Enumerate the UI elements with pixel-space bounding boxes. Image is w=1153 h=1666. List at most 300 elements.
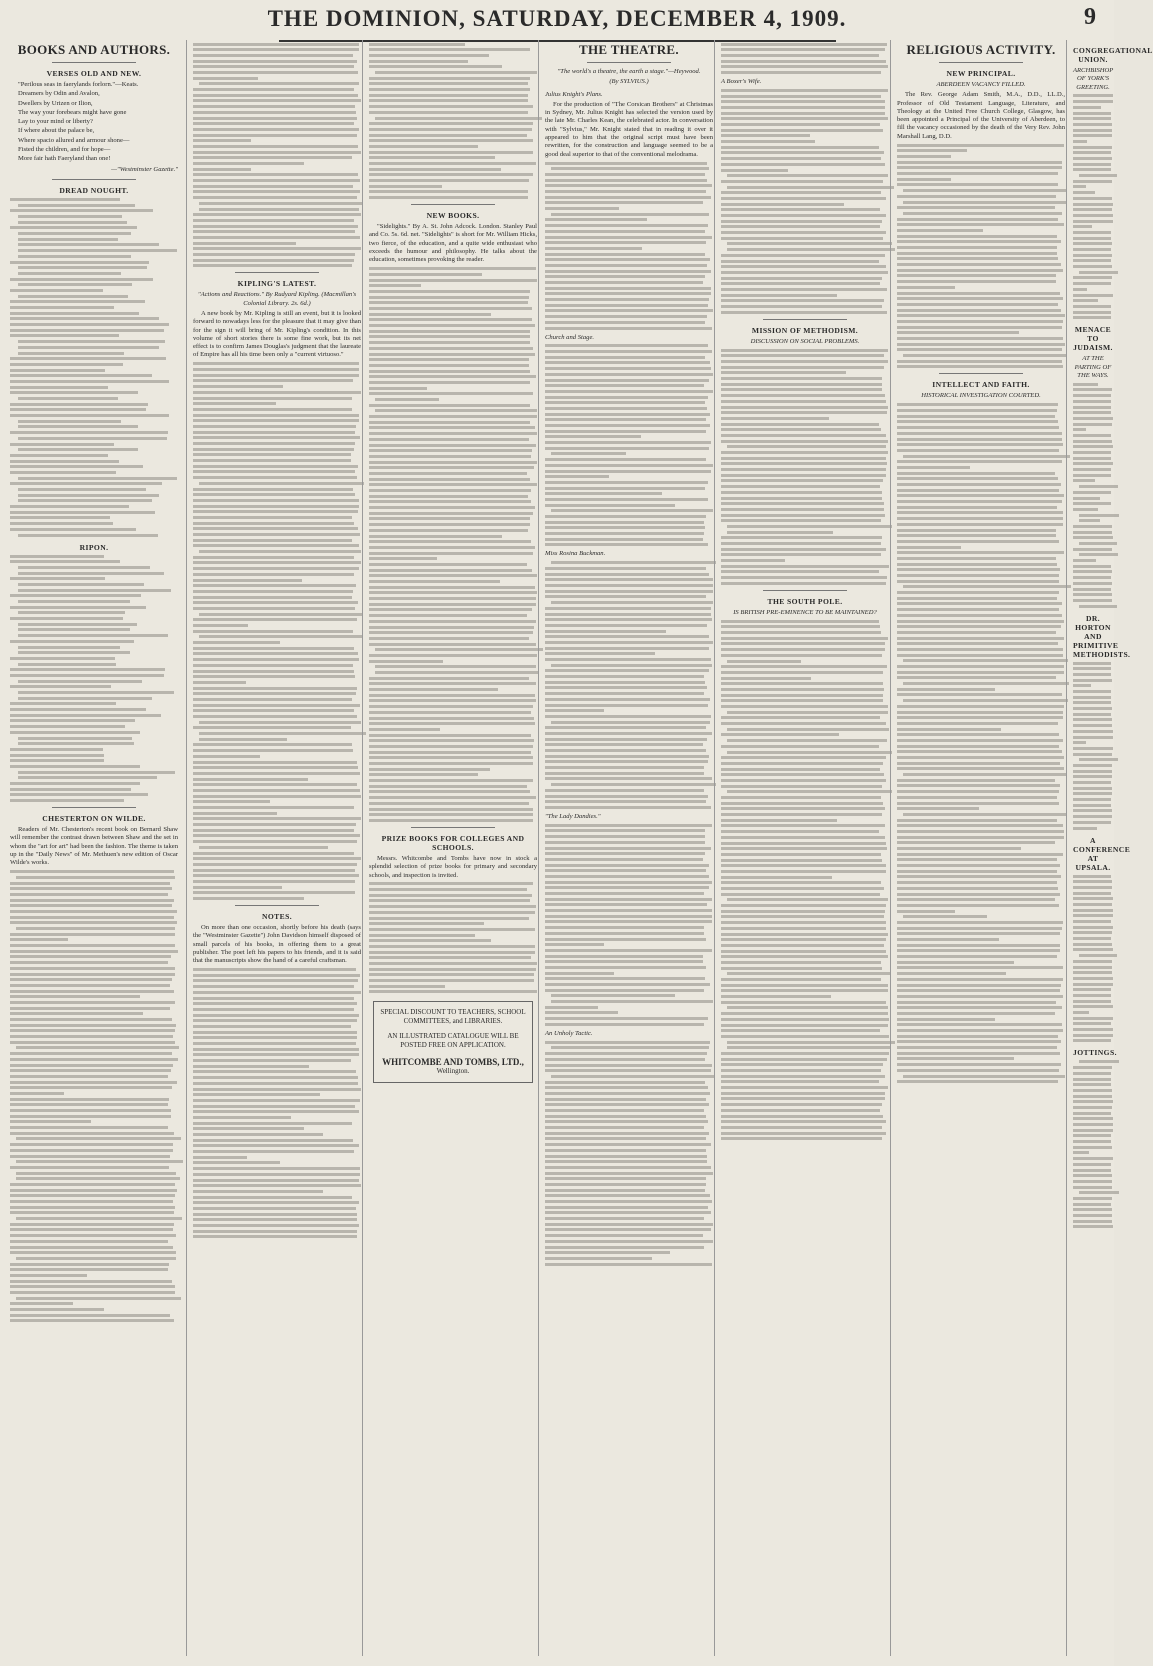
- text-line: [551, 213, 709, 216]
- text-line: [10, 334, 119, 337]
- text-line: [1073, 809, 1112, 812]
- text-line: [369, 77, 530, 80]
- poem-line: Dwellers by Urizen or Ilion,: [18, 99, 93, 107]
- text-line: [897, 864, 1060, 867]
- text-line: [897, 195, 1056, 198]
- text-line: [10, 759, 104, 762]
- text-line: [1073, 770, 1112, 773]
- divider: [939, 62, 1023, 63]
- text-line: [10, 261, 149, 264]
- text-line: [369, 569, 532, 572]
- text-line: [721, 853, 881, 856]
- text-line: [897, 309, 1061, 312]
- text-line: [727, 1046, 890, 1049]
- theatre-subhead: "The Lady Dandies.": [545, 812, 601, 820]
- text-line: [545, 1228, 711, 1231]
- text-line: [897, 722, 1058, 725]
- books-section-title: BOOKS AND AUTHORS.: [17, 42, 171, 57]
- text-line: [545, 669, 709, 672]
- text-line: [721, 582, 886, 585]
- text-line: [1073, 1095, 1112, 1098]
- text-line: [545, 647, 709, 650]
- text-line: [545, 1234, 703, 1237]
- text-line: [545, 1120, 708, 1123]
- text-line: [721, 559, 785, 562]
- text-line: [721, 813, 882, 816]
- text-line: [545, 458, 706, 461]
- text-line: [721, 631, 881, 634]
- ad-advertiser: WHITCOMBE AND TOMBS, LTD.,: [382, 1057, 524, 1068]
- text-line: [721, 451, 888, 454]
- text-line: [545, 1143, 711, 1146]
- text-line: [721, 360, 888, 363]
- text-line: [369, 421, 530, 424]
- text-line: [18, 249, 177, 252]
- text-line: [721, 214, 886, 217]
- text-line: [193, 71, 358, 74]
- text-line: [721, 1120, 886, 1123]
- text-line: [10, 973, 175, 976]
- text-line: [193, 1070, 356, 1073]
- text-line: [369, 580, 500, 583]
- text-line: [1073, 886, 1112, 889]
- text-line: [1073, 948, 1113, 951]
- text-line: [369, 802, 529, 805]
- text-line: [193, 533, 360, 536]
- text-line: [721, 887, 884, 890]
- text-line: [721, 1080, 879, 1083]
- text-line: [721, 134, 810, 137]
- text-line: [10, 765, 140, 768]
- text-line: [18, 295, 128, 298]
- text-line: [369, 745, 533, 748]
- text-line: [721, 1029, 880, 1032]
- text-line: [369, 353, 535, 356]
- text-line: [10, 1302, 73, 1305]
- text-line: [545, 624, 707, 627]
- ways-subtitle: AT THE PARTING OF THE WAYS.: [1074, 355, 1112, 379]
- text-line: [193, 379, 353, 382]
- text-line: [10, 1024, 176, 1027]
- text-line: [1073, 265, 1112, 268]
- text-line: [1073, 457, 1111, 460]
- text-line: [10, 916, 174, 919]
- column-2: [186, 40, 361, 1656]
- text-line: [721, 915, 884, 918]
- text-line: [545, 1155, 707, 1158]
- text-line: [10, 1189, 177, 1192]
- text-line: [721, 938, 886, 941]
- text-line: [10, 674, 164, 677]
- text-line: [1073, 1100, 1113, 1103]
- text-line: [369, 341, 530, 344]
- text-line: [545, 447, 709, 450]
- text-line: [721, 768, 880, 771]
- text-line: [369, 466, 534, 469]
- text-line: [369, 728, 440, 731]
- text-line: [369, 196, 528, 199]
- text-line: [1073, 673, 1111, 676]
- text-line: [193, 664, 353, 667]
- text-line: [193, 1099, 360, 1102]
- prize-text: Messrs. Whitcombe and Tombs have now in stock a splendid selection of prize books for primary and secondary schools, and inspection is invited.: [369, 854, 537, 879]
- text-line: [721, 225, 880, 228]
- text-line: [193, 743, 352, 746]
- text-line: [193, 168, 251, 171]
- text-line: [721, 428, 881, 431]
- poem-line: If where about the palace be,: [18, 127, 95, 135]
- text-line: [1073, 582, 1112, 585]
- text-line: [897, 360, 1062, 363]
- text-line: [10, 990, 174, 993]
- text-line: [897, 155, 951, 158]
- text-line: [10, 555, 104, 558]
- text-line: [369, 739, 534, 742]
- text-line: [721, 950, 886, 953]
- divider: [587, 62, 671, 63]
- text-line: [897, 483, 1061, 486]
- text-line: [10, 1126, 168, 1129]
- text-line: [18, 238, 118, 241]
- text-line: [10, 300, 145, 303]
- text-line: [16, 1257, 176, 1260]
- text-line: [193, 1110, 359, 1113]
- text-line: [193, 704, 360, 707]
- text-line: [199, 202, 362, 205]
- text-line: [545, 698, 710, 701]
- text-line: [1073, 880, 1112, 883]
- text-line: [721, 457, 886, 460]
- text-line: [545, 789, 704, 792]
- text-line: [727, 248, 895, 251]
- text-line: [1073, 701, 1111, 704]
- text-line: [1073, 440, 1112, 443]
- text-line: [193, 630, 353, 633]
- text-line: [199, 82, 359, 85]
- text-line: [193, 823, 356, 826]
- text-line: [727, 711, 888, 714]
- text-line: [1073, 1225, 1113, 1228]
- text-line: [1073, 931, 1112, 934]
- text-line: [369, 705, 533, 708]
- text-line: [545, 407, 707, 410]
- text-line: [545, 373, 713, 376]
- text-line: [375, 398, 439, 401]
- text-line: [721, 733, 839, 736]
- text-line: [1073, 798, 1111, 801]
- text-line: [193, 117, 357, 120]
- text-line: [193, 985, 354, 988]
- text-line: [897, 750, 1062, 753]
- text-line: [10, 668, 165, 671]
- text-line: [545, 709, 604, 712]
- text-line: [897, 489, 1059, 492]
- text-line: [1073, 451, 1111, 454]
- text-line: [551, 601, 713, 604]
- text-line: [897, 511, 1063, 514]
- text-line: [897, 642, 1058, 645]
- text-line: [545, 960, 703, 963]
- text-line: [193, 88, 354, 91]
- text-line: [369, 381, 530, 384]
- text-line: [10, 528, 136, 531]
- text-line: [1073, 294, 1113, 297]
- text-line: [897, 517, 1063, 520]
- text-line: [721, 836, 885, 839]
- text-line: [545, 1189, 705, 1192]
- text-line: [1073, 134, 1112, 137]
- text-line: [193, 60, 357, 63]
- text-line: [1073, 1140, 1111, 1143]
- text-line: [727, 728, 889, 731]
- text-line: [721, 881, 881, 884]
- text-line: [375, 671, 538, 674]
- text-line: [369, 43, 465, 46]
- text-line: [193, 886, 282, 889]
- text-line: [10, 944, 175, 947]
- text-line: [10, 887, 172, 890]
- text-line: [897, 1057, 1014, 1060]
- text-line: [897, 449, 1059, 452]
- text-line: [369, 99, 528, 102]
- text-line: [721, 933, 888, 936]
- text-line: [10, 278, 153, 281]
- text-line: [1073, 531, 1112, 534]
- poem-line: Lay to your mind or liberty?: [18, 118, 93, 126]
- text-line: [193, 54, 353, 57]
- text-line: [897, 229, 983, 232]
- text-line: [897, 796, 1057, 799]
- text-line: [545, 1023, 704, 1026]
- text-line: [545, 1098, 706, 1101]
- text-line: [10, 748, 103, 751]
- body-text: [1073, 94, 1113, 319]
- text-line: [1073, 1129, 1113, 1132]
- text-line: [199, 208, 359, 211]
- text-line: [897, 966, 1063, 969]
- text-line: [375, 117, 542, 120]
- text-line: [897, 665, 1064, 668]
- text-line: [897, 320, 1063, 323]
- text-line: [369, 495, 528, 498]
- text-line: [193, 1088, 361, 1091]
- text-line: [10, 1240, 168, 1243]
- theatre-subhead: Miss Rosina Buckman.: [545, 550, 606, 558]
- text-line: [10, 904, 172, 907]
- ad-city: Wellington.: [436, 1067, 470, 1076]
- text-line: [897, 161, 1062, 164]
- text-line: [897, 671, 1064, 674]
- text-line: [721, 1115, 883, 1118]
- text-line: [721, 842, 886, 845]
- text-line: [897, 836, 1064, 839]
- body-text: [1073, 383, 1113, 608]
- text-line: [1073, 417, 1113, 420]
- text-line: [193, 1167, 360, 1170]
- text-line: [10, 460, 119, 463]
- body-text: [721, 89, 889, 314]
- body-text: [193, 43, 361, 268]
- text-line: [545, 977, 705, 980]
- text-line: [727, 186, 894, 189]
- text-line: [18, 283, 132, 286]
- kipling-heading: KIPLING'S LATEST.: [237, 279, 317, 289]
- text-line: [897, 784, 1060, 787]
- body-text: [545, 561, 713, 809]
- text-line: [545, 847, 711, 850]
- text-line: [545, 573, 709, 576]
- text-line: [369, 94, 528, 97]
- text-line: [721, 565, 889, 568]
- text-line: [1073, 123, 1112, 126]
- text-line: [1073, 966, 1112, 969]
- text-line: [10, 1206, 175, 1209]
- text-line: [897, 246, 1057, 249]
- text-line: [193, 601, 358, 604]
- text-line: [545, 247, 642, 250]
- text-line: [1079, 954, 1117, 957]
- text-line: [10, 995, 140, 998]
- text-line: [369, 785, 527, 788]
- text-line: [18, 255, 131, 258]
- text-line: [1073, 736, 1113, 739]
- poem-line: Dreamers by Odin and Avalon,: [18, 90, 100, 98]
- text-line: [1073, 214, 1113, 217]
- text-line: [10, 799, 124, 802]
- text-line: [375, 665, 536, 668]
- text-line: [721, 203, 844, 206]
- text-line: [369, 375, 536, 378]
- text-line: [369, 586, 535, 589]
- text-line: [721, 553, 881, 556]
- text-line: [897, 870, 1057, 873]
- text-line: [193, 539, 352, 542]
- text-line: [193, 505, 359, 508]
- text-line: [721, 157, 881, 160]
- text-line: [1073, 914, 1113, 917]
- text-line: [903, 813, 1066, 816]
- text-line: [903, 455, 1070, 458]
- text-line: [193, 772, 360, 775]
- text-line: [897, 887, 1058, 890]
- text-line: [897, 733, 1059, 736]
- text-line: [727, 1006, 888, 1009]
- text-line: [18, 232, 131, 235]
- text-line: [10, 522, 113, 525]
- text-line: [10, 1132, 174, 1135]
- text-line: [721, 60, 886, 63]
- text-line: [545, 1183, 706, 1186]
- text-line: [1073, 804, 1111, 807]
- text-line: [897, 438, 1062, 441]
- text-line: [16, 1297, 181, 1300]
- text-line: [545, 390, 713, 393]
- text-line: [545, 1052, 707, 1055]
- column-7: [1066, 40, 1153, 1656]
- text-line: [545, 298, 709, 301]
- text-line: [727, 660, 801, 663]
- text-line: [369, 128, 532, 131]
- text-line: [18, 494, 159, 497]
- text-line: [10, 967, 175, 970]
- text-line: [897, 149, 967, 152]
- text-line: [545, 607, 711, 610]
- text-line: [1073, 897, 1113, 900]
- text-line: [10, 882, 170, 885]
- text-line: [1073, 242, 1112, 245]
- text-line: [1073, 662, 1111, 665]
- text-line: [897, 898, 1055, 901]
- text-line: [193, 1008, 354, 1011]
- text-line: [18, 425, 138, 428]
- prize-heading: PRIZE BOOKS FOR COLLEGES AND SCHOOLS.: [381, 833, 525, 852]
- text-line: [721, 1086, 888, 1089]
- text-line: [545, 966, 706, 969]
- text-line: [721, 756, 886, 759]
- text-line: [721, 474, 886, 477]
- body-text: [10, 870, 178, 1322]
- text-line: [10, 893, 168, 896]
- text-line: [193, 1076, 358, 1079]
- text-line: [545, 829, 705, 832]
- text-line: [545, 618, 712, 621]
- text-line: [897, 961, 1014, 964]
- text-line: [369, 563, 527, 566]
- text-line: [193, 1230, 357, 1233]
- text-line: [721, 479, 883, 482]
- text-line: [369, 631, 533, 634]
- text-line: [545, 743, 703, 746]
- text-line: [897, 540, 1059, 543]
- text-line: [897, 297, 1063, 300]
- text-line: [721, 1109, 880, 1112]
- text-line: [193, 1105, 355, 1108]
- text-line: [897, 551, 1064, 554]
- text-line: [1073, 548, 1112, 551]
- text-line: [721, 129, 883, 132]
- text-line: [18, 600, 130, 603]
- text-line: [897, 676, 1056, 679]
- text-line: [721, 682, 883, 685]
- text-line: [199, 846, 328, 849]
- text-line: [545, 475, 609, 478]
- text-line: [1079, 271, 1118, 274]
- text-line: [721, 106, 885, 109]
- ripon-heading: RIPON.: [79, 542, 109, 552]
- text-line: [727, 174, 888, 177]
- text-line: [10, 1075, 168, 1078]
- text-line: [897, 257, 1058, 260]
- text-line: [1073, 305, 1111, 308]
- text-line: [545, 435, 641, 438]
- text-line: [18, 346, 159, 349]
- text-line: [369, 88, 530, 91]
- text-line: [193, 1082, 358, 1085]
- text-line: [1073, 479, 1095, 482]
- text-line: [1073, 1039, 1111, 1042]
- text-line: [897, 978, 1063, 981]
- text-line: [1073, 1078, 1111, 1081]
- text-line: [193, 968, 356, 971]
- text-line: [193, 726, 351, 729]
- text-line: [10, 921, 177, 924]
- text-line: [721, 497, 882, 500]
- text-line: [545, 824, 712, 827]
- text-line: [545, 909, 712, 912]
- text-line: [545, 184, 712, 187]
- text-line: [721, 984, 888, 987]
- text-line: [369, 122, 533, 125]
